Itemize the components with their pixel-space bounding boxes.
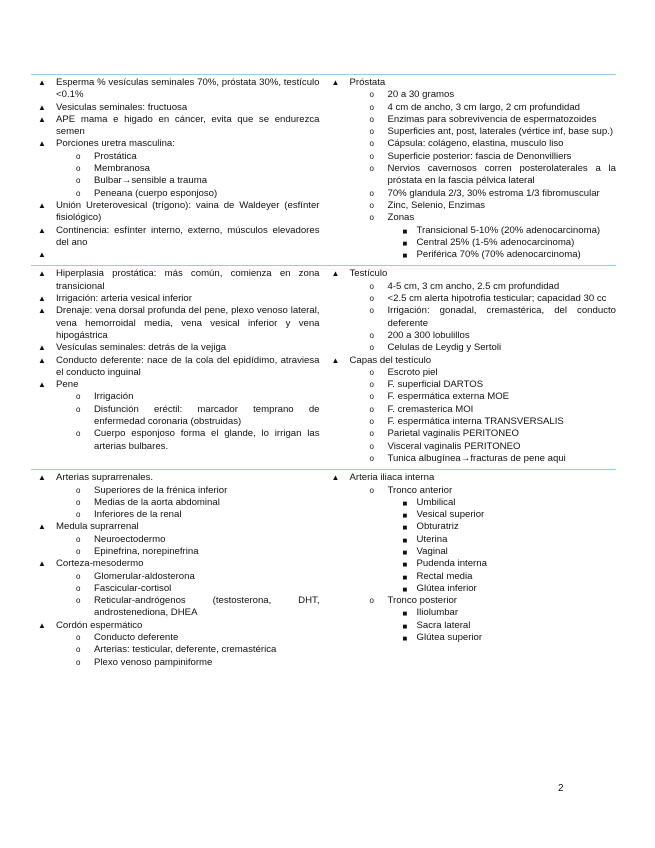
list-item	[325, 571, 617, 583]
list-item	[325, 391, 617, 403]
list-item	[31, 379, 320, 391]
circle-bullet-icon: o	[369, 596, 374, 606]
triangle-bullet-icon: ▲	[38, 269, 46, 279]
square-bullet-icon: ■	[402, 498, 408, 508]
list-item-text: Escroto piel	[387, 366, 438, 378]
bullet-list	[325, 77, 617, 261]
list-item-text: Cápsula: colágeno, elastina, musculo liso	[387, 138, 564, 150]
list-item	[325, 632, 617, 644]
list-item	[325, 607, 617, 619]
list-item	[31, 404, 320, 429]
list-item-text: Irrigación: gonadal, cremastérica, del conducto deferente	[387, 305, 616, 329]
list-item-text: Corteza-mesodermo	[56, 558, 144, 570]
list-item	[31, 114, 320, 139]
list-item	[325, 188, 617, 200]
list-item-text: Glútea superior	[416, 632, 483, 644]
list-item-text: Arterias: testicular, deferente, cremastérica	[94, 644, 277, 656]
list-item	[31, 225, 320, 250]
circle-bullet-icon: o	[369, 429, 374, 439]
circle-bullet-icon: o	[76, 151, 81, 161]
circle-bullet-icon: o	[76, 188, 81, 198]
square-bullet-icon: ■	[402, 621, 408, 631]
circle-bullet-icon: o	[369, 330, 374, 340]
circle-bullet-icon: o	[369, 485, 374, 495]
list-item-text: Esperma % vesículas seminales 70%, próstata 30%, testículo <0.1%	[56, 77, 320, 101]
triangle-bullet-icon: ▲	[331, 269, 340, 279]
circle-bullet-icon: o	[369, 367, 374, 377]
list-item	[325, 355, 617, 367]
list-item	[325, 268, 617, 280]
table-cell-left	[31, 266, 324, 469]
circle-bullet-icon: o	[76, 583, 81, 593]
list-item	[31, 138, 320, 150]
table-cell-right	[324, 470, 617, 673]
circle-bullet-icon: o	[369, 139, 374, 149]
circle-bullet-icon: o	[369, 417, 374, 427]
list-item-text: Tunica albugínea→fracturas de pene aqui	[387, 452, 566, 464]
list-item	[31, 428, 320, 453]
triangle-bullet-icon: ▲	[331, 473, 340, 483]
circle-bullet-icon: o	[369, 188, 374, 198]
list-item-text: Enzimas para sobrevivencia de espermatozoides	[387, 113, 597, 125]
list-item	[31, 595, 320, 620]
list-item	[325, 453, 617, 465]
triangle-bullet-icon: ▲	[38, 473, 46, 483]
circle-bullet-icon: o	[76, 645, 81, 655]
list-item-text: 200 a 300 lobulillos	[387, 329, 470, 341]
list-item	[31, 391, 320, 403]
list-item-text: Central 25% (1-5% adenocarcinoma)	[416, 236, 575, 248]
list-item-text: 4-5 cm, 3 cm ancho, 2.5 cm profundidad	[387, 280, 560, 292]
list-item-text: Arteria iliaca interna	[349, 472, 435, 484]
list-item	[325, 77, 617, 89]
circle-bullet-icon: o	[369, 151, 374, 161]
triangle-bullet-icon: ▲	[331, 78, 340, 87]
list-item-text: Epinefrina, norepinefrina	[94, 545, 199, 557]
list-item-text: <2.5 cm alerta hipotrofia testicular; capacidad 30 cc	[387, 293, 607, 305]
triangle-bullet-icon: ▲	[38, 225, 46, 235]
list-item	[31, 188, 320, 200]
list-item-text: Cuerpo esponjoso forma el glande, lo irrigan las arterias bulbares.	[94, 428, 320, 452]
list-item-text: Testículo	[349, 268, 388, 280]
circle-bullet-icon: o	[369, 164, 374, 174]
bullet-list	[31, 77, 320, 260]
page-number: 2	[558, 783, 564, 794]
list-item-text: 20 a 30 gramos	[387, 89, 455, 101]
triangle-bullet-icon: ▲	[38, 343, 46, 353]
list-item-text: Continencia: esfínter interno, externo, músculos elevadores del ano	[56, 224, 320, 248]
triangle-bullet-icon: ▲	[331, 355, 340, 365]
square-bullet-icon: ■	[402, 238, 408, 248]
list-item-text: Periférica 70% (70% adenocarcinoma)	[416, 249, 581, 261]
triangle-bullet-icon: ▲	[38, 620, 46, 630]
table-row	[31, 74, 616, 265]
list-item	[31, 583, 320, 595]
triangle-bullet-icon: ▲	[38, 380, 46, 390]
triangle-bullet-icon: ▲	[38, 294, 46, 304]
square-bullet-icon: ■	[402, 634, 408, 644]
list-item-text: Plexo venoso pampiniforme	[94, 656, 213, 668]
square-bullet-icon: ■	[402, 251, 408, 261]
list-item-text: Hiperplasia prostática: más común, comienza en zona transicional	[56, 268, 320, 292]
list-item-text: Conducto deferente	[94, 632, 179, 644]
circle-bullet-icon: o	[76, 596, 81, 606]
list-item	[325, 497, 617, 509]
list-item-text: Membranosa	[94, 163, 150, 175]
list-item	[325, 620, 617, 632]
list-item	[31, 620, 320, 632]
list-item	[31, 342, 320, 354]
list-item	[325, 472, 617, 484]
list-item-text: APE mama e higado en cáncer, evita que se endurezca semen	[56, 113, 320, 138]
list-item	[325, 441, 617, 453]
list-item	[31, 472, 320, 484]
list-item-text: Pene	[56, 379, 79, 391]
list-item-text: F. cremasterica MOI	[387, 403, 474, 415]
list-item	[325, 225, 617, 237]
list-item	[325, 379, 617, 391]
triangle-bullet-icon: ▲	[38, 78, 46, 87]
list-item-text: Unión Ureterovesical (trígono): vaina de Waldeyer (esfínter fisiológico)	[56, 199, 320, 224]
list-item-text: 4 cm de ancho, 3 cm largo, 2 cm profundidad	[387, 101, 581, 113]
list-item-text: Tronco anterior	[387, 484, 453, 496]
circle-bullet-icon: o	[369, 404, 374, 414]
list-item	[325, 237, 617, 249]
list-item-text: Drenaje: vena dorsal profunda del pene, plexo venoso lateral, vena hemorroidal media, vena vesical inferior y vena hipogástrica	[56, 305, 320, 341]
list-item-text: Zonas	[387, 212, 415, 224]
list-item-text: Peneana (cuerpo esponjoso)	[94, 187, 218, 199]
list-item	[325, 485, 617, 497]
list-item	[325, 126, 617, 138]
circle-bullet-icon: o	[369, 306, 374, 316]
bullet-list	[325, 268, 617, 465]
square-bullet-icon: ■	[402, 584, 408, 594]
list-item	[325, 293, 617, 305]
list-item-text: Prostática	[94, 150, 137, 162]
circle-bullet-icon: o	[76, 485, 81, 495]
table-cell-left	[31, 75, 324, 265]
list-item-text: Glomerular-aldosterona	[94, 570, 195, 582]
circle-bullet-icon: o	[76, 633, 81, 643]
triangle-bullet-icon: ▲	[38, 114, 46, 124]
list-item	[325, 509, 617, 521]
list-item	[31, 268, 320, 293]
bullet-list	[325, 472, 617, 644]
table-row	[31, 469, 616, 673]
list-item-text: Uterina	[416, 533, 448, 545]
circle-bullet-icon: o	[369, 392, 374, 402]
circle-bullet-icon: o	[369, 453, 374, 463]
list-item	[325, 281, 617, 293]
list-item	[31, 485, 320, 497]
list-item	[31, 509, 320, 521]
square-bullet-icon: ■	[402, 572, 408, 582]
list-item	[325, 367, 617, 379]
circle-bullet-icon: o	[76, 176, 81, 186]
circle-bullet-icon: o	[76, 392, 81, 402]
list-item	[31, 558, 320, 570]
list-item	[325, 200, 617, 212]
square-bullet-icon: ■	[402, 523, 408, 533]
list-item-text: Conducto deferente: nace de la cola del epidídimo, atraviesa el conducto inguinal	[56, 354, 320, 378]
list-item	[31, 657, 320, 669]
list-item	[31, 305, 320, 342]
list-item	[31, 163, 320, 175]
list-item-text: Parietal vaginalis PERITONEO	[387, 428, 520, 440]
circle-bullet-icon: o	[369, 380, 374, 390]
square-bullet-icon: ■	[402, 535, 408, 545]
circle-bullet-icon: o	[369, 281, 374, 291]
list-item	[325, 102, 617, 114]
list-item-text: Vesiculas seminales: fructuosa	[56, 101, 188, 113]
list-item-text: Irrigación	[94, 391, 134, 403]
square-bullet-icon: ■	[402, 511, 408, 521]
list-item-text: Superficie posterior: fascia de Denonvilliers	[387, 150, 572, 162]
square-bullet-icon: ■	[402, 560, 408, 570]
list-item	[31, 293, 320, 305]
list-item	[325, 428, 617, 440]
list-item-text: Capas del testículo	[349, 354, 432, 366]
list-item-text: Cordón espermático	[56, 619, 143, 631]
list-item-text: Disfunción eréctil: marcador temprano de enfermedad coronaria (obstruidas)	[94, 403, 320, 428]
list-item-text: Medula suprarrenal	[56, 521, 139, 533]
list-item	[31, 151, 320, 163]
list-item-text: Vaginal	[416, 545, 448, 557]
square-bullet-icon: ■	[402, 547, 408, 557]
triangle-bullet-icon: ▲	[38, 250, 46, 260]
list-item-text: Neuroectodermo	[94, 533, 166, 545]
list-item	[325, 404, 617, 416]
square-bullet-icon: ■	[402, 609, 408, 619]
list-item	[325, 595, 617, 607]
list-item	[31, 632, 320, 644]
circle-bullet-icon: o	[76, 546, 81, 556]
list-item-text: Vesical superior	[416, 509, 485, 521]
list-item-text: Sacra lateral	[416, 619, 471, 631]
triangle-bullet-icon: ▲	[38, 559, 46, 569]
circle-bullet-icon: o	[76, 497, 81, 507]
triangle-bullet-icon: ▲	[38, 522, 46, 532]
list-item	[325, 151, 617, 163]
circle-bullet-icon: o	[76, 429, 81, 439]
circle-bullet-icon: o	[76, 571, 81, 581]
list-item	[325, 546, 617, 558]
table-cell-left	[31, 470, 324, 673]
list-item-text: Rectal media	[416, 570, 473, 582]
list-item	[31, 355, 320, 380]
list-item-text: Inferiores de la renal	[94, 509, 182, 521]
circle-bullet-icon: o	[369, 102, 374, 112]
notes-table	[31, 74, 616, 673]
list-item	[325, 534, 617, 546]
list-item-text: Celulas de Leydig y Sertoli	[387, 342, 502, 354]
list-item	[325, 114, 617, 126]
list-item-text: 70% glandula 2/3, 30% estroma 1/3 fibromuscular	[387, 187, 600, 199]
list-item-text: Fascicular-cortisol	[94, 582, 172, 594]
list-item	[31, 534, 320, 546]
table-cell-right	[324, 266, 617, 469]
list-item	[325, 89, 617, 101]
list-item-text: Superficies ant, post, laterales (vértice inf, base sup.)	[387, 126, 614, 138]
list-item	[31, 200, 320, 225]
list-item-text: Bulbar→sensible a trauma	[94, 175, 208, 187]
circle-bullet-icon: o	[369, 90, 374, 100]
circle-bullet-icon: o	[76, 657, 81, 667]
list-item-text: Nervios cavernosos corren posterolaterales a la próstata en la fascia pélvica lateral	[387, 163, 616, 187]
list-item	[325, 558, 617, 570]
triangle-bullet-icon: ▲	[38, 355, 46, 365]
list-item	[325, 342, 617, 354]
triangle-bullet-icon: ▲	[38, 200, 46, 210]
circle-bullet-icon: o	[369, 200, 374, 210]
list-item-text: Umbilical	[416, 496, 456, 508]
list-item-text: Tronco posterior	[387, 595, 457, 607]
list-item-text: Visceral vaginalis PERITONEO	[387, 440, 521, 452]
circle-bullet-icon: o	[369, 114, 374, 124]
list-item-text: Iliolumbar	[416, 607, 459, 619]
circle-bullet-icon: o	[369, 213, 374, 223]
circle-bullet-icon: o	[76, 164, 81, 174]
list-item	[31, 175, 320, 187]
list-item	[325, 416, 617, 428]
list-item-text: Zinc, Selenio, Enzimas	[387, 199, 486, 211]
list-item-text: F. espermática interna TRANSVERSALIS	[387, 416, 564, 428]
triangle-bullet-icon: ▲	[38, 306, 46, 316]
list-item	[325, 249, 617, 261]
circle-bullet-icon: o	[369, 441, 374, 451]
circle-bullet-icon: o	[369, 127, 374, 137]
triangle-bullet-icon: ▲	[38, 102, 46, 112]
list-item	[31, 497, 320, 509]
list-item-text: Arterias suprarrenales.	[56, 472, 154, 484]
circle-bullet-icon: o	[369, 294, 374, 304]
list-item-text: Pudenda interna	[416, 558, 487, 570]
table-row	[31, 265, 616, 469]
circle-bullet-icon: o	[76, 510, 81, 520]
list-item	[325, 163, 617, 188]
list-item-text: Irrigación: arteria vesical inferior	[56, 293, 192, 305]
list-item-text: F. superficial DARTOS	[387, 379, 484, 391]
list-item	[325, 305, 617, 330]
list-item	[325, 212, 617, 224]
circle-bullet-icon: o	[76, 534, 81, 544]
list-item-text: Glútea inferior	[416, 582, 477, 594]
bullet-list	[31, 472, 320, 669]
list-item-text: Superiores de la frénica inferior	[94, 484, 228, 496]
list-item-text: F. espermática externa MOE	[387, 391, 510, 403]
list-item	[325, 521, 617, 533]
list-item-text: Vesículas seminales: detrás de la vejiga	[56, 342, 227, 354]
list-item	[325, 583, 617, 595]
list-item	[325, 330, 617, 342]
table-cell-right	[324, 75, 617, 265]
list-item	[31, 571, 320, 583]
list-item-text: Porciones uretra masculina:	[56, 138, 175, 150]
list-item	[31, 521, 320, 533]
square-bullet-icon: ■	[402, 226, 408, 236]
list-item	[31, 77, 320, 102]
list-item	[31, 102, 320, 114]
triangle-bullet-icon: ▲	[38, 139, 46, 149]
circle-bullet-icon: o	[76, 404, 81, 414]
list-item	[31, 546, 320, 558]
bullet-list	[31, 268, 320, 452]
list-item	[31, 644, 320, 656]
circle-bullet-icon: o	[369, 343, 374, 353]
list-item-text: Transicional 5-10% (20% adenocarcinoma)	[416, 224, 601, 236]
list-item-text: Obturatriz	[416, 521, 459, 533]
list-item-text: Medias de la aorta abdominal	[94, 496, 220, 508]
list-item-text: Próstata	[349, 77, 386, 88]
list-item	[325, 138, 617, 150]
list-item-text: Reticular-andrógenos (testosterona, DHT, androstenediona, DHEA	[94, 595, 320, 619]
